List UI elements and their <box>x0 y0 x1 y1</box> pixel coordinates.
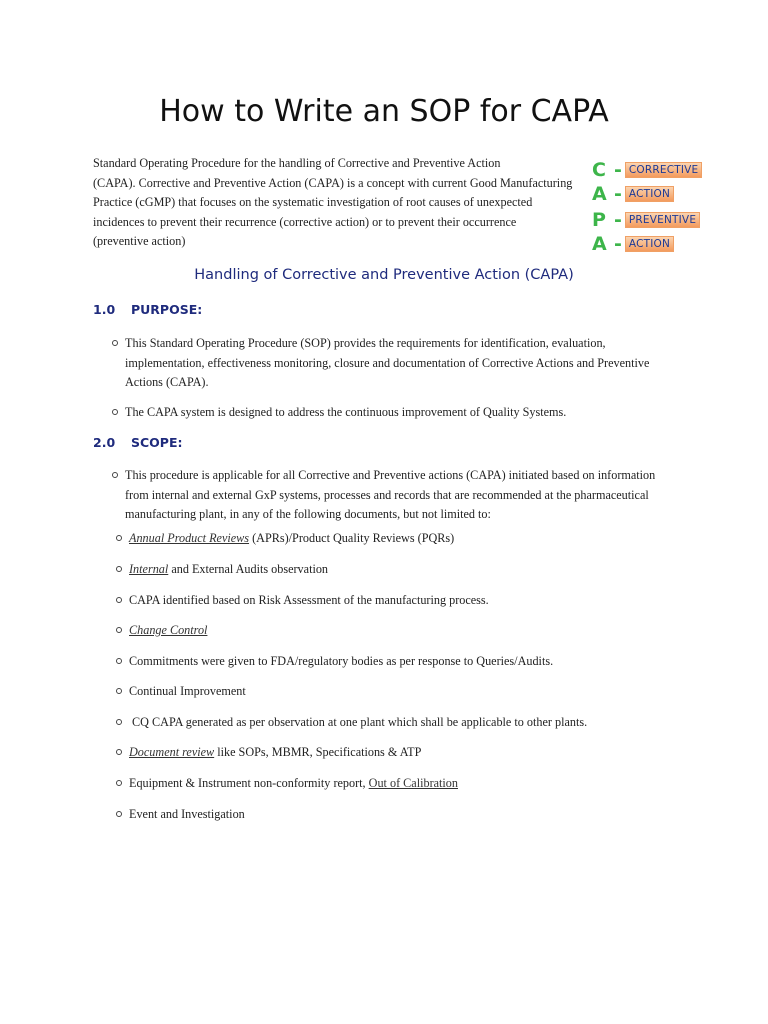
intro-line: incidences to prevent their recurrence (corrective action) or to prevent their occurrence <box>93 214 517 229</box>
capa-word-badge: ACTION <box>625 186 674 202</box>
out-of-calibration-link[interactable]: Out of Calibration <box>368 776 458 790</box>
capa-word-badge: PREVENTIVE <box>625 212 700 228</box>
bullet-icon <box>116 749 122 755</box>
section-number: 1.0 <box>93 302 116 317</box>
bullet-icon <box>116 688 122 694</box>
scope-list-item <box>116 743 676 763</box>
document-review-link[interactable]: Document review <box>129 745 215 759</box>
scope-list-text <box>129 560 676 580</box>
purpose-item-text: This Standard Operating Procedure (SOP) provides the requirements for identification, evaluation, implementation, effectiveness monitoring, closure and documentation of Corrective Actions and Preventive Actions (CAPA). <box>125 336 650 390</box>
intro-line: Practice (cGMP) that focuses on the systematic investigation of root causes of unexpected <box>93 195 533 210</box>
bullet-icon <box>116 658 122 664</box>
capa-letter: A <box>592 233 607 255</box>
annual-product-reviews-link[interactable]: Annual Product Reviews <box>129 531 250 545</box>
capa-acronym-graphic <box>592 158 699 258</box>
capa-dash: - <box>614 209 622 231</box>
section-heading: Handling of Corrective and Preventive Action (CAPA) <box>194 267 574 283</box>
scope-intro-text: This procedure is applicable for all Corrective and Preventive actions (CAPA) initiated based on information from internal and external GxP systems, processes and records that are recommended at the pharmaceutical manufacturing plant, in any of the following documents, but not limited to: <box>125 468 656 522</box>
purpose-heading <box>93 302 202 317</box>
bullet-icon <box>112 340 118 346</box>
purpose-item-text: The CAPA system is designed to address the continuous improvement of Quality Systems. <box>125 405 567 419</box>
intro-line: Standard Operating Procedure for the handling of Corrective and Preventive Action <box>93 156 501 170</box>
capa-row <box>592 208 700 232</box>
bullet-icon <box>116 627 122 633</box>
internal-link[interactable]: Internal <box>129 562 169 576</box>
scope-list-item <box>116 652 676 672</box>
bullet-icon <box>112 472 118 478</box>
purpose-item <box>112 403 672 423</box>
scope-list-text: Event and Investigation <box>129 807 245 821</box>
bullet-icon <box>112 409 118 415</box>
scope-list-text <box>129 529 676 549</box>
scope-list-item <box>116 682 676 702</box>
capa-letter: C <box>592 159 606 181</box>
equipment-text: Equipment & Instrument non-conformity report, <box>129 776 369 790</box>
capa-row <box>592 232 674 256</box>
bullet-icon <box>116 719 122 725</box>
scope-list-text <box>129 743 676 763</box>
bullet-icon <box>116 780 122 786</box>
internal-rest-text: and External Audits observation <box>168 562 329 576</box>
scope-list-text: CQ CAPA generated as per observation at one plant which shall be applicable to other plants. <box>129 715 588 729</box>
scope-list-text: Commitments were given to FDA/regulatory bodies as per response to Queries/Audits. <box>129 654 554 668</box>
scope-list-text: Continual Improvement <box>129 684 246 698</box>
scope-intro-item <box>112 466 672 525</box>
section-number: 2.0 <box>93 435 116 450</box>
intro-line: (preventive action) <box>93 234 186 249</box>
scope-list-text <box>129 621 676 641</box>
capa-dash: - <box>614 183 622 205</box>
capa-row <box>592 182 674 206</box>
change-control-link[interactable]: Change Control <box>129 623 208 637</box>
scope-list-item <box>116 621 676 641</box>
bullet-icon <box>116 535 122 541</box>
scope-heading <box>93 435 183 450</box>
scope-list-item <box>116 560 676 580</box>
intro-line: (CAPA). Corrective and Preventive Action (CAPA) is a concept with current Good Manufacturing <box>93 175 573 190</box>
bullet-icon <box>116 597 122 603</box>
purpose-item <box>112 334 672 393</box>
apr-rest-text: (APRs)/Product Quality Reviews (PQRs) <box>249 531 455 545</box>
scope-list-item <box>116 805 676 825</box>
scope-list-item <box>116 529 676 549</box>
capa-dash: - <box>614 233 622 255</box>
intro-paragraph <box>93 154 573 252</box>
capa-letter: P <box>592 209 606 231</box>
bullet-icon <box>116 566 122 572</box>
page-title: How to Write an SOP for CAPA <box>159 94 609 129</box>
scope-list-text: CAPA identified based on Risk Assessment of the manufacturing process. <box>129 593 489 607</box>
capa-letter: A <box>592 183 607 205</box>
capa-word-badge: CORRECTIVE <box>625 162 702 178</box>
capa-word-badge: ACTION <box>625 236 674 252</box>
doc-rest-text: like SOPs, MBMR, Specifications & ATP <box>214 745 422 759</box>
scope-list-item <box>116 774 676 794</box>
capa-dash: - <box>614 159 622 181</box>
section-label: PURPOSE: <box>131 302 203 317</box>
section-label: SCOPE: <box>131 435 183 450</box>
bullet-icon <box>116 811 122 817</box>
scope-list-text <box>129 774 676 794</box>
scope-list-item <box>116 591 676 611</box>
scope-list-item <box>116 713 676 733</box>
capa-row <box>592 158 702 182</box>
